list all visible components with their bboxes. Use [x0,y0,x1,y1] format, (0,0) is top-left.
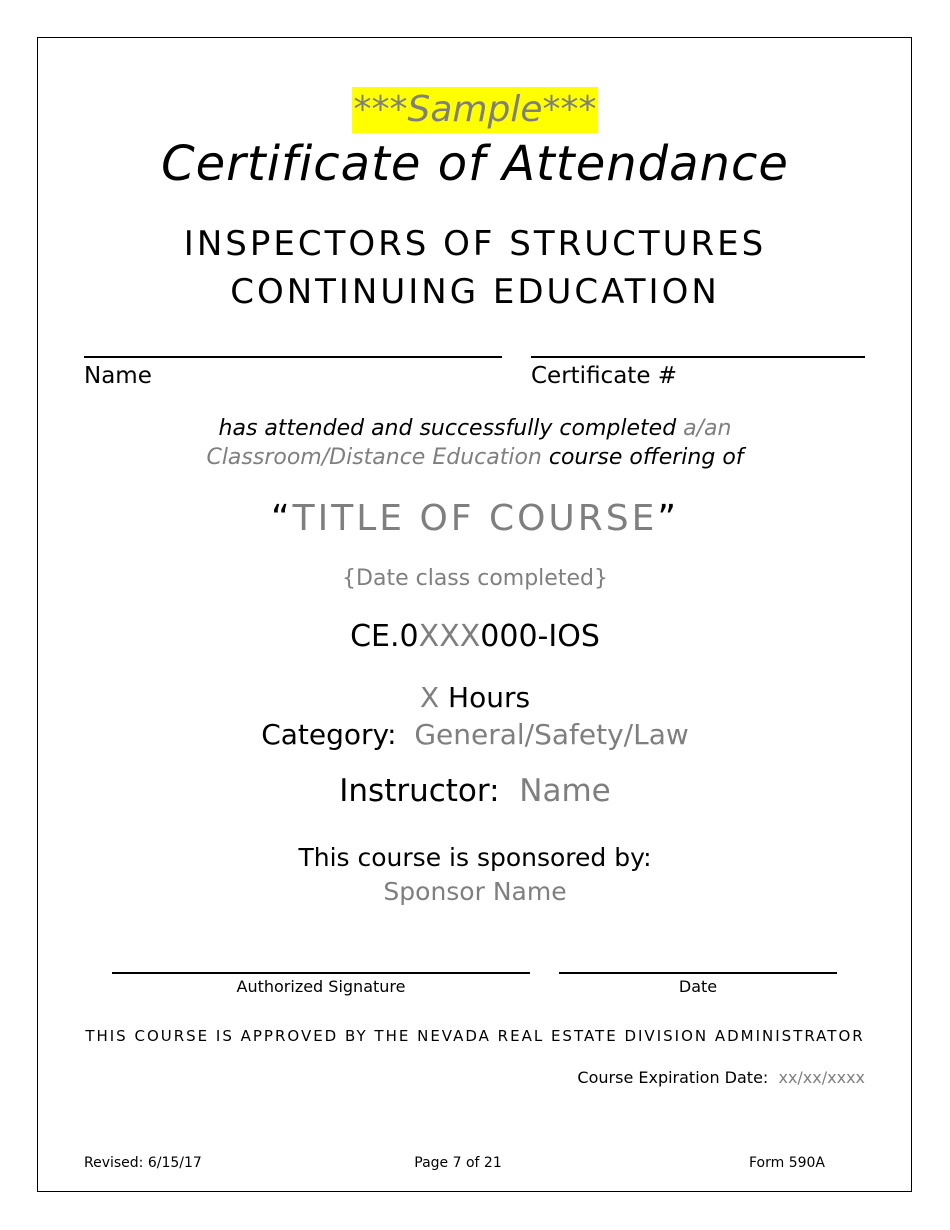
certificate-title: Certificate of Attendance [161,136,789,192]
expiration-value: xx/xx/xxxx [778,1068,865,1087]
ce-prefix: CE.0 [350,619,419,654]
credit-hours [0,680,950,716]
sponsor-block [0,841,950,909]
sample-label: ***Sample*** [352,87,599,133]
course-number [0,619,950,654]
delivery-method-placeholder: Classroom/Distance Education [206,445,542,470]
date-line [559,972,837,974]
certificate-number-line [531,356,865,358]
category-value: General/Safety/Law [414,718,689,751]
date-label: Date [678,977,718,996]
attendance-statement-line2 [0,443,950,472]
date-completed: {Date class completed} [342,566,608,591]
expiration-label: Course Expiration Date: [577,1068,769,1087]
offering-text: course offering of [541,445,744,470]
program-title-line2: CONTINUING EDUCATION [230,272,720,312]
open-quote: “ [270,498,293,539]
name-line [84,356,502,358]
name-label: Name [84,363,152,389]
instructor-value: Name [519,773,611,809]
approval-statement: THIS COURSE IS APPROVED BY THE NEVADA REAL ESTATE DIVISION ADMINISTRATOR [85,1027,865,1045]
attendance-statement-line1 [0,414,950,443]
instructor [0,773,950,809]
certificate-border [37,37,912,1192]
category-label: Category: [261,718,397,751]
instructor-label: Instructor: [339,773,500,809]
program-title [0,220,950,316]
program-title-line1: INSPECTORS OF STRUCTURES [183,224,767,264]
close-quote: ” [657,498,680,539]
certificate-number-label: Certificate # [531,363,678,389]
ce-placeholder: XXX [418,619,481,654]
signature-line [112,972,530,974]
category [0,717,950,753]
course-expiration [577,1068,865,1087]
footer-form: Form 590A [748,1155,825,1171]
hours-label: Hours [439,681,531,714]
sponsored-by-label: This course is sponsored by: [298,843,652,872]
footer-revised: Revised: 6/15/17 [84,1155,202,1171]
course-title: TITLE OF COURSE [292,498,658,539]
sample-banner [0,87,950,133]
sponsor-name: Sponsor Name [383,877,567,906]
course-title-line [0,498,950,539]
hours-placeholder: X [419,681,440,714]
ce-suffix: 000-IOS [480,619,600,654]
attended-text: has attended and successfully completed [218,416,684,441]
attendance-statement [0,414,950,472]
article-placeholder: a/an [683,416,732,441]
signature-label: Authorized Signature [236,977,406,996]
footer-page: Page 7 of 21 [414,1155,502,1171]
